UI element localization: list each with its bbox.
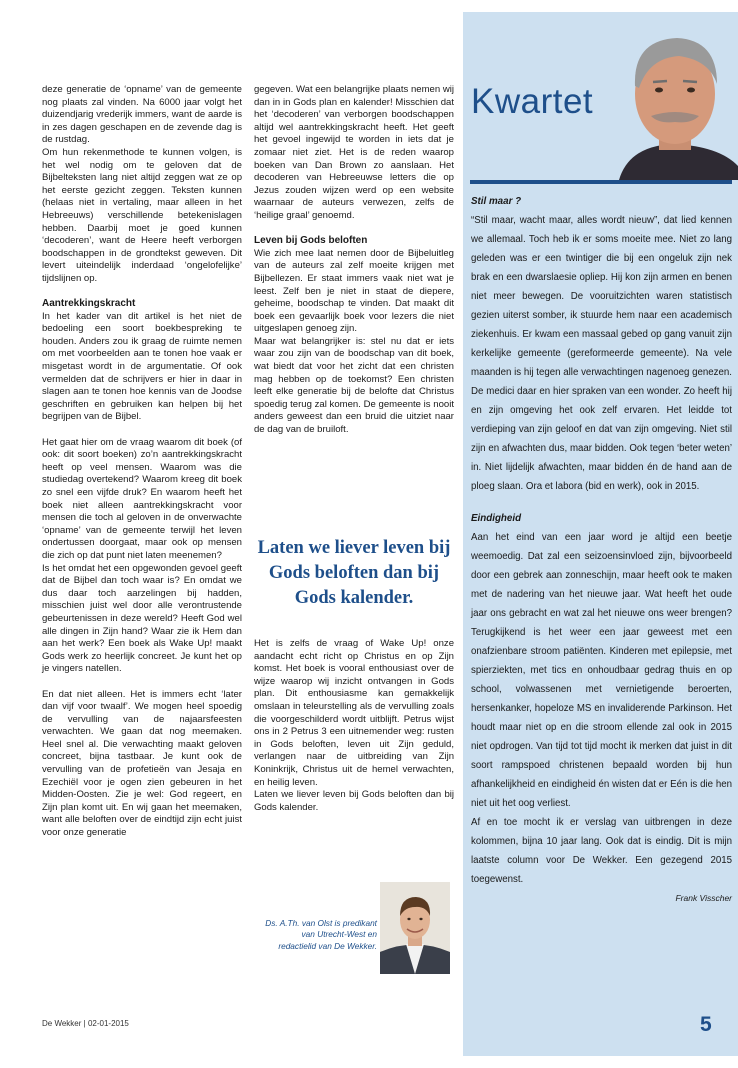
- author-caption-line: redactielid van De Wekker.: [278, 940, 377, 951]
- paragraph: Om hun rekenmethode te kunnen volgen, is het wel nodig om te geloven dat de Bijbelteksten lang niet altijd zeggen wat ze op het eerste gezicht zeggen. Teksten kunnen (helaas niet in vertaling, maar alleen in het Hebreeuws) verschillende betekenislagen hebben. Daarbij moet je goed kunnen ‘decoderen’, want de Heere heeft verborgen boodschappen in de grondtekst geweven. Dit levert uiteindelijk inderdaad ‘ongelofelijke’ tijdslijnen op.: [42, 146, 242, 284]
- paragraph: En dat niet alleen. Het is immers echt ‘later dan vijf voor twaalf’. We mogen heel spoedig de vervulling van de najaarsfeesten verwachten. We gaan dat nog meemaken. Heel snel al. Die verwachting maakt geloven concreet, bijna tastbaar. Je kunt ook de vervulling van de profetieën van Jesaja en Ezechiël voor je ogen zien gebeuren in het Midden-Oosten. Zie je wel: God regeert, en Zijn plan komt uit. En wij gaan het meemaken, want alle beloften over de eindtijd zijn echt juist voor onze generatie: [42, 688, 242, 839]
- kwartet-title: Kwartet: [471, 82, 594, 121]
- paragraph-gap: [254, 223, 454, 236]
- paragraph: Af en toe mocht ik er verslag van uitbrengen in deze kolommen, bijna 10 jaar lang. Ook dat is eindig. Dit is mijn laatste column voor De Wekker. Een gezegend 2015 toegewenst.: [471, 816, 732, 885]
- author-portrait: [380, 882, 450, 974]
- section-heading: Aantrekkingskracht: [42, 298, 136, 310]
- article-column-2-continued: [254, 638, 454, 814]
- paragraph: Maar wat belangrijker is: stel nu dat er iets waar zou zijn van de boodschap van dit boek, wat biedt dat voor het zicht dat een christen mag hebben op de toekomst? Een christen leeft elke generatie bij de belofte dat Christus spoedig terug zal komen. De gemeente is nooit anders geweest dan een bruid die uitziet naar de dag van de bruiloft.: [254, 335, 454, 436]
- author-caption: [254, 918, 377, 952]
- paragraph-gap: [42, 676, 242, 689]
- paragraph-gap: [471, 496, 732, 509]
- paragraph: Aan het eind van een jaar word je altijd een beetje weemoedig. Dat zal een seizoensinvloed zijn, bijvoorbeeld door een gebrek aan zonneschijn, maar heeft ook te maken met de nadering van het nieuwe jaar. Wat heeft het oude jaar ons gebracht en wat zal het nieuwe ons weer brengen? Terugkijkend is het weer een jaar geweest met een onafzienbare stroom patiënten. Kinderen met epilepsie, met spierziekten, met tics en onhoudbaar gedrag thuis en op school, volwassenen met vernietigende beroerten, hersenkanker, hopeloze MS en invaliderende Parkinson. Het houdt maar niet op en die stroom ellende zal ook in 2015 niet opdrogen. Van tijd tot tijd mocht ik merken dat juist in dit soort rampspoed christenen bepaald worden bij hun afhankelijkheid en eindigheid én wisten dat er Eén is die hen niet uit het oog verliest.: [471, 531, 732, 809]
- paragraph: Wie zich mee laat nemen door de Bijbeluitleg van de auteurs zal zelf moeite krijgen met Bijbellezen. Er staat immers vaak niet wat je leest. Zelf ben je niet in staat de diepere, geheime, boodschap te vinden. Dat maakt dit boek een gevaarlijk boek voor lezers die niet uitgeslapen genoeg zijn.: [254, 247, 454, 335]
- paragraph: Laten we liever leven bij Gods beloften dan bij Gods kalender.: [254, 789, 454, 813]
- page-number: 5: [700, 1013, 712, 1036]
- article-column-2: [254, 84, 454, 437]
- section-heading: Stil maar ?: [471, 196, 522, 207]
- paragraph: Het is zelfs de vraag of Wake Up! onze aandacht echt richt op Christus en op Zijn komst. Het boek is vooral enthousiast over de wijze waarop wij inzicht ontvangen in Gods plan. Dit enthousiasme kan gemakkelijk omslaan in teleurstelling als de vervulling zoals die voorgeschilderd wordt uitblijft. Petrus wijst ons in 2 Petrus 3 een uitnemender weg: rusten in Gods beloften, leven uit Zijn geduld, verlangen naar de uitbreiding van Zijn Koninkrijk, Christus uit de hemel verwachten, en heilig leven.: [254, 638, 454, 788]
- section-heading: Leven bij Gods beloften: [254, 235, 368, 247]
- paragraph-gap: [42, 286, 242, 299]
- paragraph: gegeven. Wat een belangrijke plaats nemen wij dan in in Gods plan en kalender! Misschien dat het ‘decoderen’ van verborgen boodschappen altijd wel aantrekkingskracht heeft. Het geeft het gevoel ingewijd te worden in iets dat je zomaar niet ziet. Het is de reden waarop boeken van Dan Brown zo aanslaan. Het decoderen van Hebreeuwse letters die op Jezus zouden wijzen werd op een website waarnaar de auteurs verwezen, zelfs de ‘heilige graal’ genoemd.: [254, 84, 454, 221]
- paragraph: Is het omdat het een opgewonden gevoel geeft dat de Bijbel dan toch waar is? En omdat we dus daar toch aarzelingen bij hadden, misschien juist wel door alle verontrustende gebeurtenissen in deze wereld? Heeft God wel alle dingen in Zijn hand? Waar zie ik Hem dan aan het werk? Een boek als Wake Up! maakt Gods werk zo heerlijk concreet. Je kunt het op je vingers natellen.: [42, 562, 242, 675]
- paragraph: deze generatie de ‘opname’ van de gemeente nog plaats zal vinden. Na 6000 jaar volgt het duizendjarig vrederijk immers, want de aarde is in zes dagen geschapen en de zevende dag is de rustdag.: [42, 84, 242, 146]
- article-column-1: [42, 84, 242, 840]
- sidebar-title-rule: [470, 180, 732, 184]
- section-heading: Eindigheid: [471, 512, 522, 524]
- paragraph: “Stil maar, wacht maar, alles wordt nieuw”, dat lied kennen we allemaal. Toch heb ik er soms moeite mee. Niet zo lang geleden was er een twintiger die bij een ongeluk zijn nek brak en een dwarslaesie opliep. Hij kon zijn armen en benen niet meer bewegen. De vooruitzichten waren statistisch gezien uiterst somber, ik stuurde hem naar een academisch ziekenhuis. Er kwam een massaal gebed op gang vanuit zijn kerkelijke gemeente (gereformeerde gemeente). Na vele maanden is hij tegen alle verwachtingen nagenoeg genezen. De medici daar en hier spraken van een wonder. Zo heeft hij en zijn omgeving het ook zelf ervaren. Het leidde tot verdieping van zijn geloof en dat van zijn omgeving. Niet stil zijn en afwachten dus, maar bidden. Ook tegen ‘beter weten’ in. Niet lijdelijk afwachten, maar bidden én de hand aan de ploeg slaan. Ora et labora (bid en werk), ook in 2015.: [471, 215, 732, 492]
- columnist-signature: Frank Visscher: [675, 892, 732, 903]
- kwartet-column: [471, 192, 732, 908]
- paragraph: In het kader van dit artikel is het niet de bedoeling een soort boekbespreking te houden. Anders zou ik graag de ruimte nemen om met voorbeelden aan te tonen hoe vaak er misgetast wordt in de argumentatie. Of ook vermelden dat de schrijvers er hier in daar in slagen aan te tonen hoe kennis van de Joodse geschriften en gebruiken kan helpen bij het begrijpen van de Bijbel.: [42, 310, 242, 423]
- footer-issue: De Wekker | 02-01-2015: [42, 1019, 129, 1028]
- columnist-portrait: [609, 26, 738, 180]
- paragraph: Het gaat hier om de vraag waarom dit boek (of ook: dit soort boeken) zo’n aantrekkingskracht heeft op veel mensen. Waarom was die studiedag overtekend? Waarom kreeg dit boek zo snel een vijfde druk? En waarom heeft het boek niet alleen aantrekkingskracht voor mensen die toch al geloven in de onverwachte ‘opname’ van de gemeente terwijl het leven ondertussen doorgaat, maar ook op mensen die zich op dat punt niet laten meenemen?: [42, 436, 242, 561]
- author-caption-line: Ds. A.Th. van Olst is predikant: [265, 918, 377, 928]
- paragraph-gap: [42, 424, 242, 437]
- pull-quote: [254, 536, 454, 611]
- author-caption-line: van Utrecht-West en: [301, 929, 377, 940]
- pull-quote-text: Laten we liever leven bij Gods beloften dan bij Gods kalender.: [257, 538, 451, 608]
